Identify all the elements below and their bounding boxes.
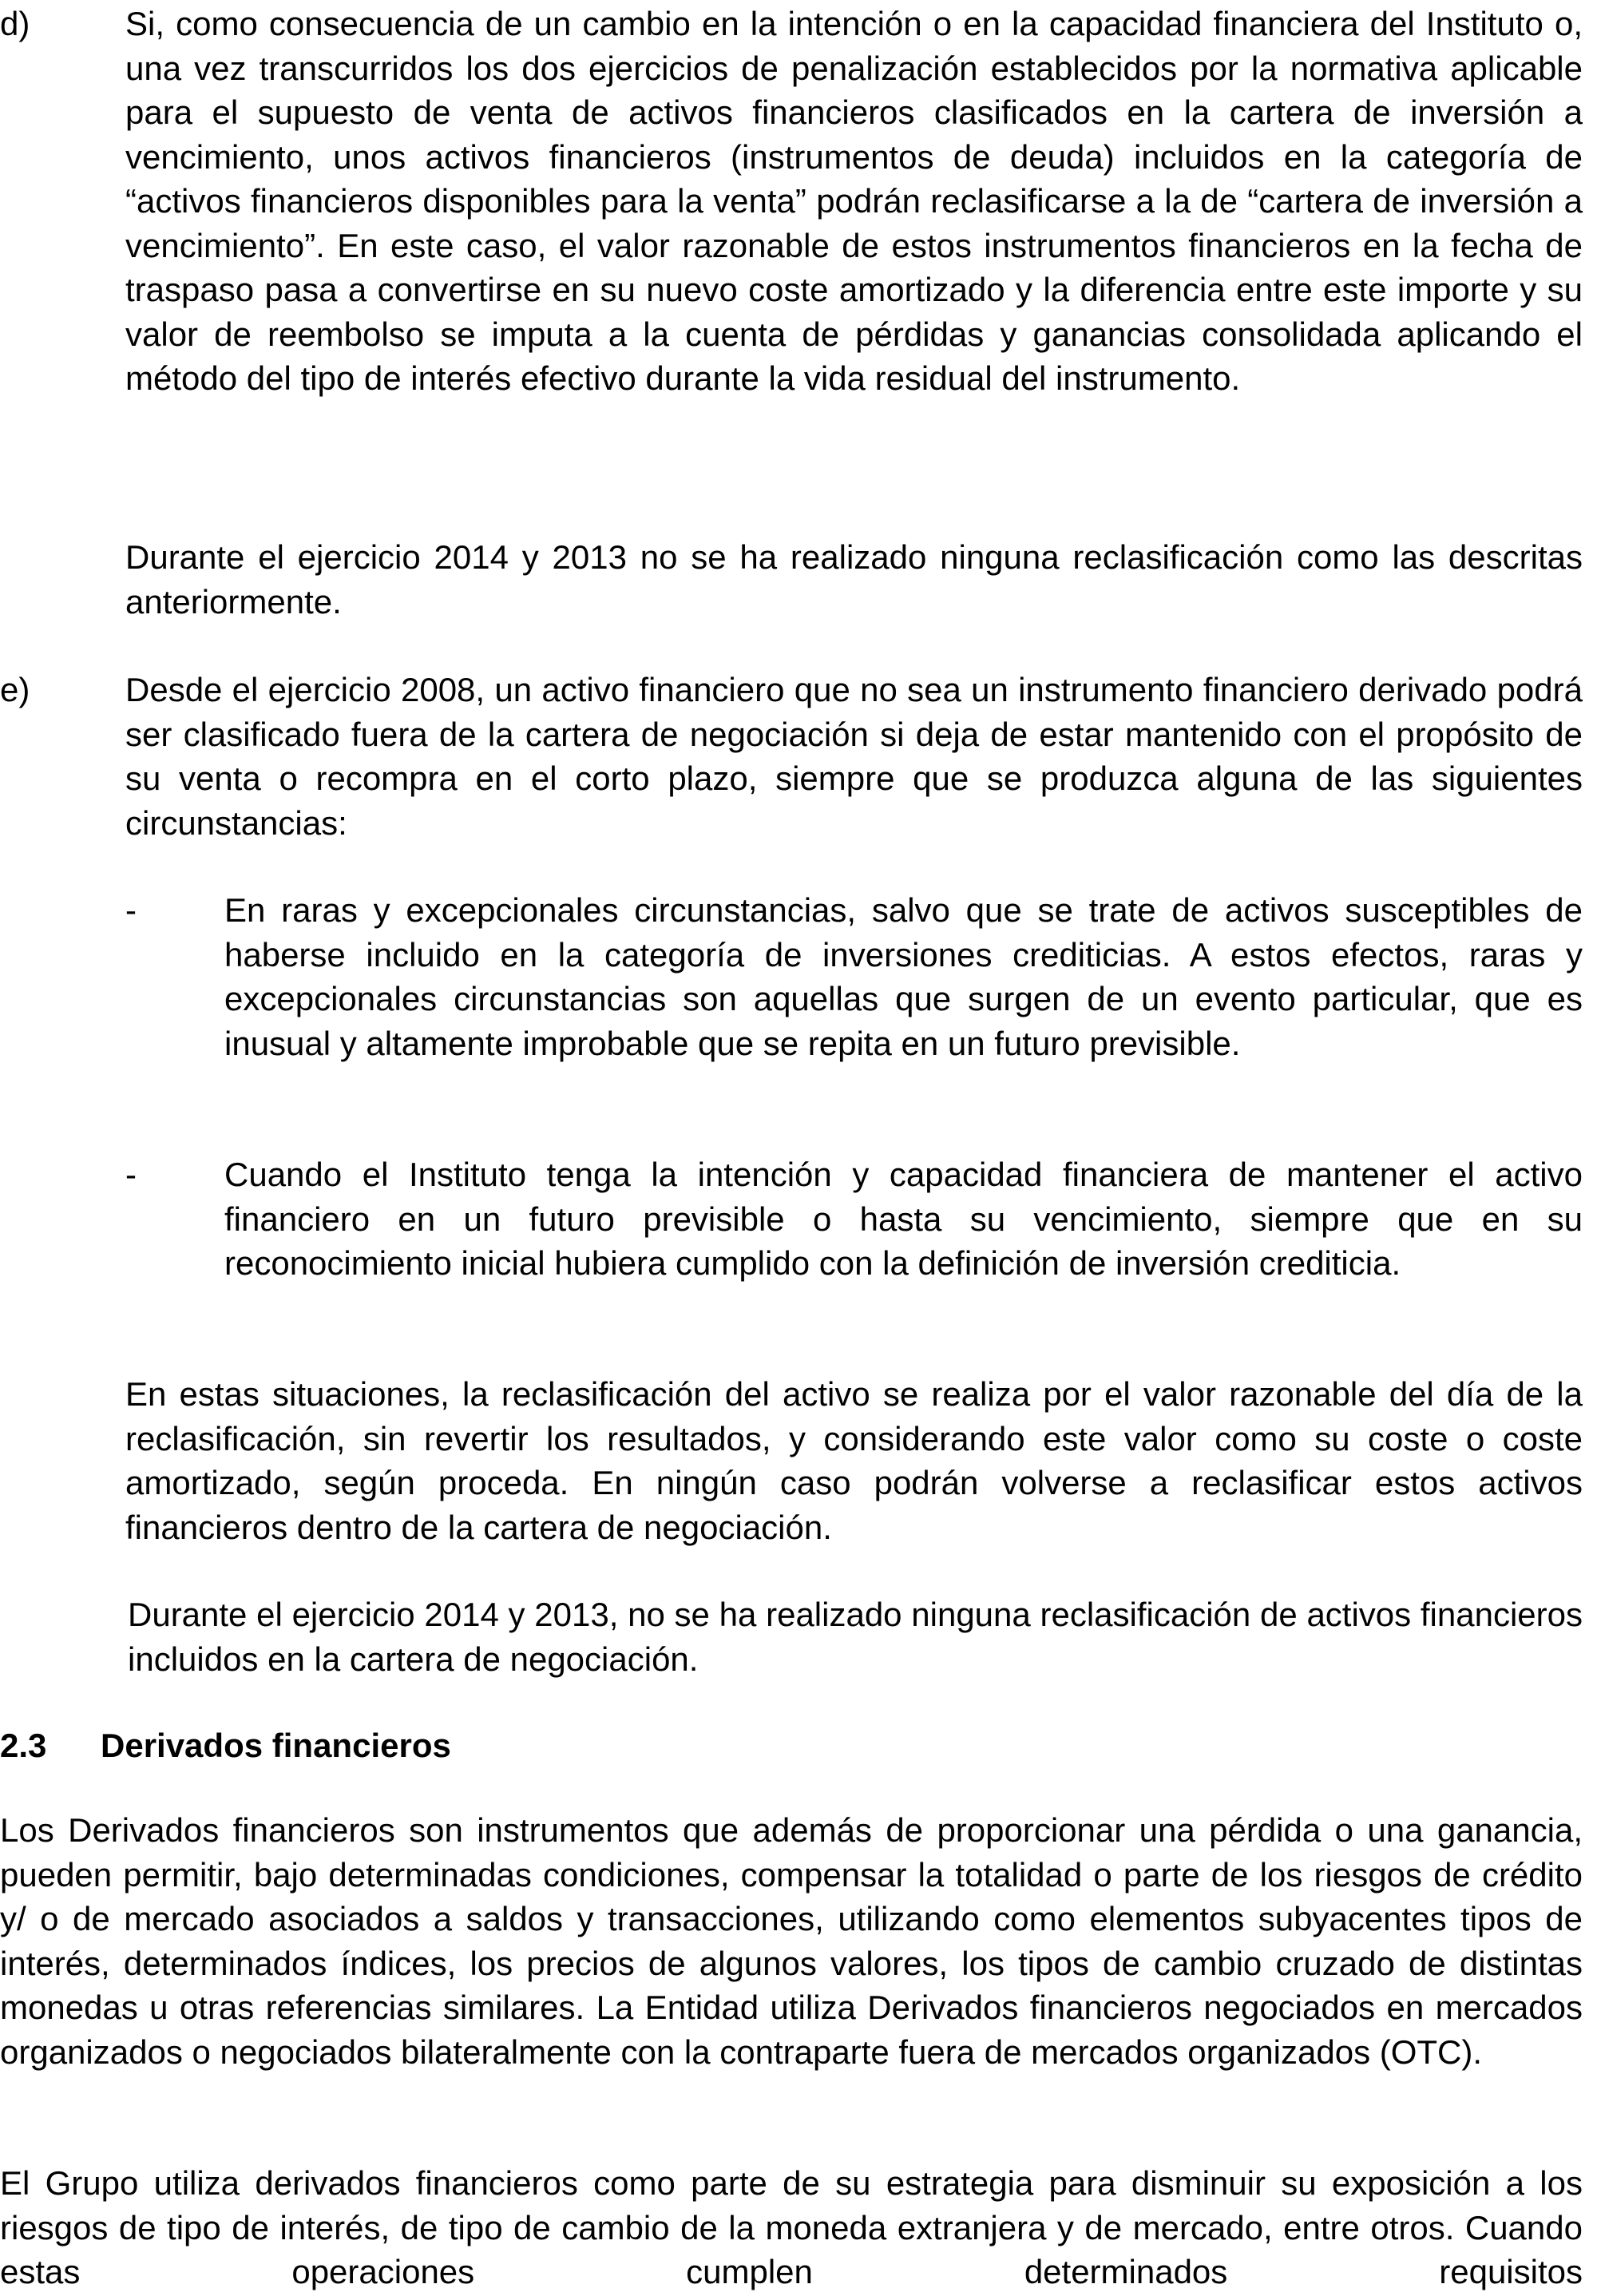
- item-e-situations: En estas situaciones, la reclasificación del activo se realiza por el valor razonable del día de la reclasificación, sin revertir los resultados, y considerando este valor como su coste o coste amortizado, según proceda. En ningún caso podrán volverse a reclasificar estos activos financieros dentro de la cartera de negociación.: [125, 1375, 1583, 1546]
- bullet-1-marker: -: [125, 891, 137, 929]
- bullet-1-text: En raras y excepcionales circunstancias, salvo que se trate de activos susceptibles de haberse incluido en la categoría de inversiones crediticias. A estos efectos, raras y excepcionales circunstancias son aquellas que surgen de un evento particular, que es inusual y altamente improbable que se repita en un futuro previsible.: [224, 891, 1583, 1062]
- item-d-note: Durante el ejercicio 2014 y 2013 no se ha realizado ninguna reclasificación como las descritas anteriormente.: [125, 538, 1583, 621]
- section-paragraph-1: Los Derivados financieros son instrumentos que además de proporcionar una pérdida o una ganancia, pueden permitir, bajo determinadas condiciones, compensar la totalidad o parte de los riesgos de crédito y/ o de mercado asociados a saldos y transacciones, utilizando como elementos subyacentes tipos de interés, determinados índices, los precios de algunos valores, los tipos de cambio cruzado de distintas monedas u otras referencias similares. La Entidad utiliza Derivados financieros negociados en mercados organizados o negociados bilateralmente con la contraparte fuera de mercados organizados (OTC).: [0, 1811, 1583, 2071]
- bullet-2-text: Cuando el Instituto tenga la intención y capacidad financiera de mantener el activo financiero en un futuro previsible o hasta su vencimiento, siempre que en su reconocimiento inicial hubiera cumplido con la definición de inversión crediticia.: [224, 1156, 1583, 1282]
- item-e-paragraph: Desde el ejercicio 2008, un activo financiero que no sea un instrumento financiero derivado podrá ser clasificado fuera de la cartera de negociación si deja de estar mantenido con el propósito de su venta o recompra en el corto plazo, siempre que se produzca alguna de las siguientes circunstancias:: [125, 671, 1583, 842]
- section-paragraph-2: El Grupo utiliza derivados financieros como parte de su estrategia para disminuir su exposición a los riesgos de tipo de interés, de tipo de cambio de la moneda extranjera y de mercado, entre otros. Cuando estas operaciones cumplen determinados requisitos: [0, 2164, 1583, 2290]
- item-e-marker: e): [0, 671, 30, 708]
- item-e-note: Durante el ejercicio 2014 y 2013, no se ha realizado ninguna reclasificación de activos financieros incluidos en la cartera de negociación.: [128, 1596, 1583, 1678]
- item-d-paragraph: Si, como consecuencia de un cambio en la intención o en la capacidad financiera del Instituto o, una vez transcurridos los dos ejercicios de penalización establecidos por la normativa aplicable para el supuesto de venta de activos financieros clasificados en la cartera de inversión a vencimiento, unos activos financieros (instrumentos de deuda) incluidos en la categoría de “activos financieros disponibles para la venta” podrán reclasificarse a la de “cartera de inversión a vencimiento”. En este caso, el valor razonable de estos instrumentos financieros en la fecha de traspaso pasa a convertirse en su nuevo coste amortizado y la diferencia entre este importe y su valor de reembolso se imputa a la cuenta de pérdidas y ganancias consolidada aplicando el método del tipo de interés efectivo durante la vida residual del instrumento.: [125, 5, 1583, 397]
- section-number: 2.3: [0, 1727, 47, 1764]
- item-d-marker: d): [0, 5, 30, 42]
- bullet-2-marker: -: [125, 1156, 137, 1193]
- section-title: Derivados financieros: [101, 1727, 451, 1764]
